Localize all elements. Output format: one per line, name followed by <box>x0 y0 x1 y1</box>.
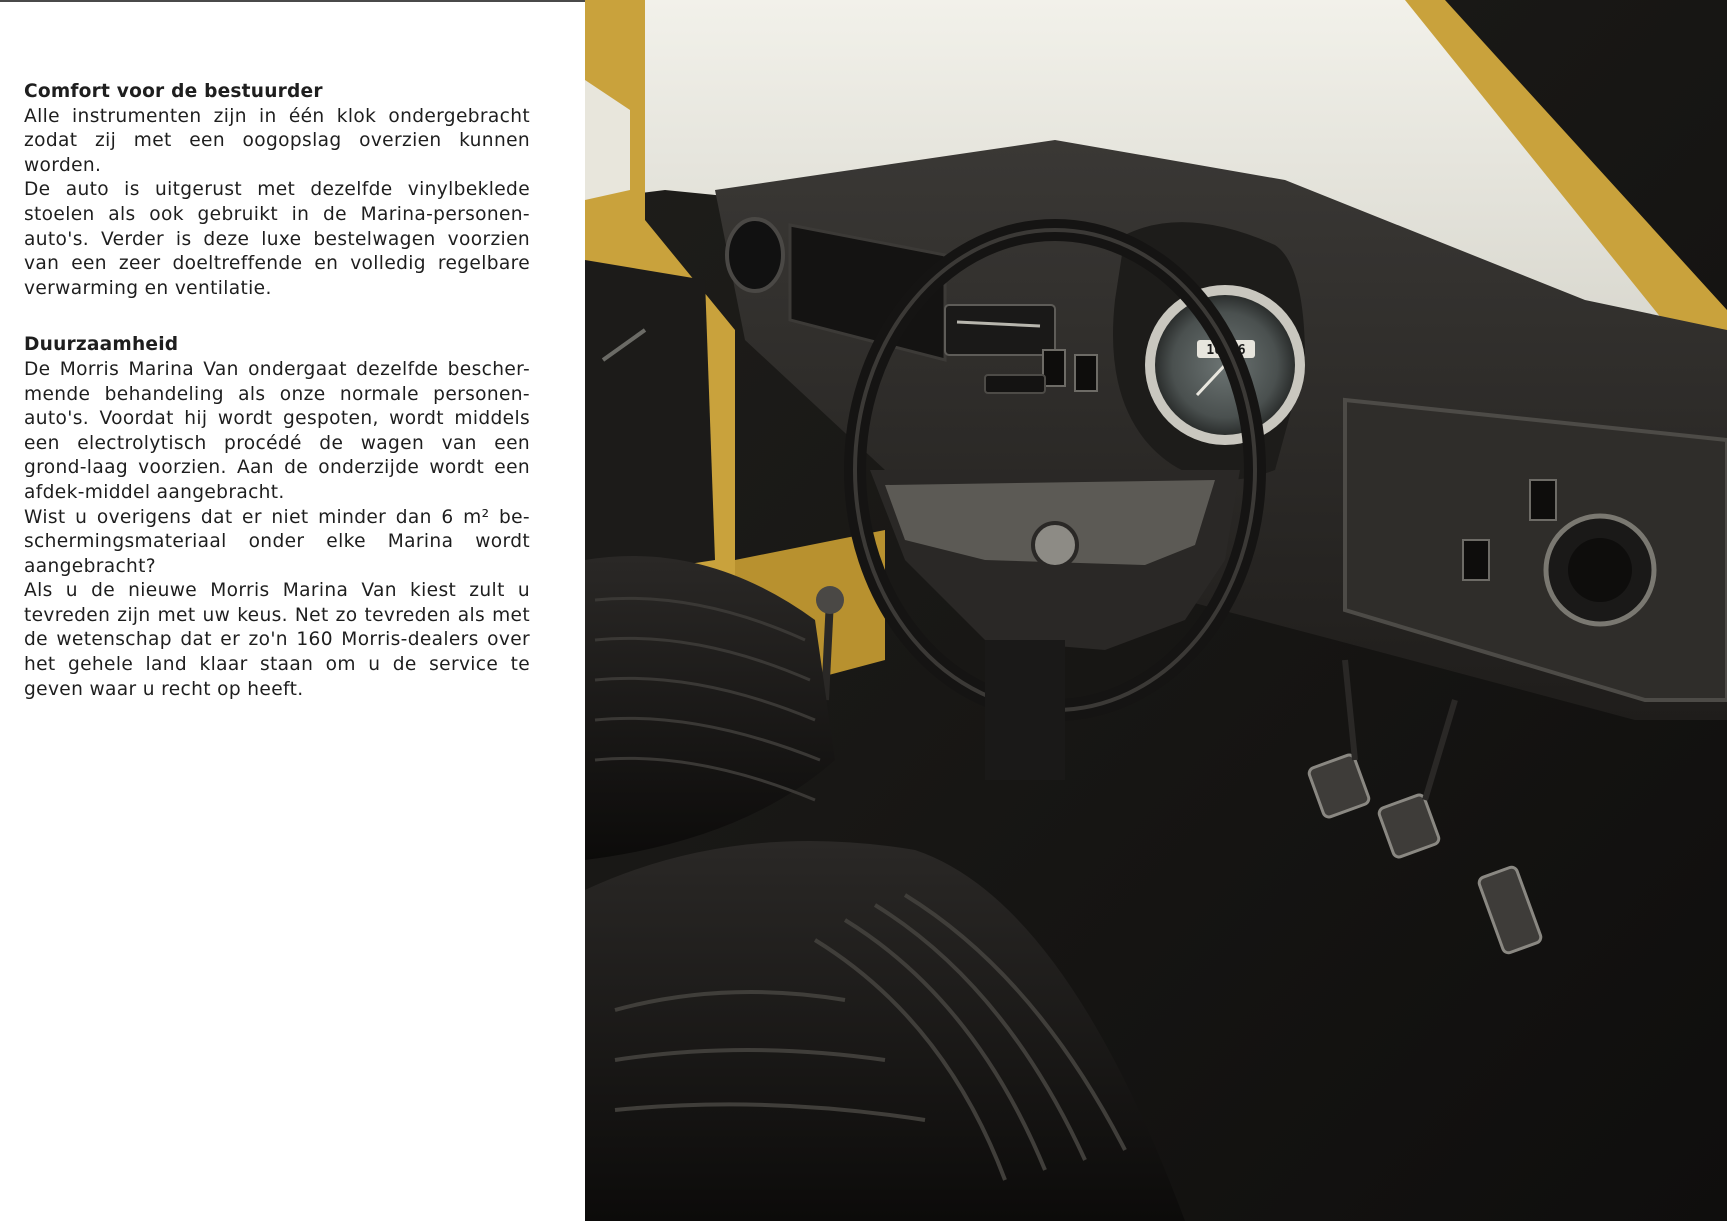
paragraph: De Morris Marina Van ondergaat dezelfde bescher-mende behandeling als onze normale personen-auto's. Voordat hij wordt gespoten, wordt middels een electrolytisch procédé de wagen van een grond-laag voorzien. Aan de onderzijde wordt een afdek-middel aangebracht. <box>24 358 530 503</box>
door-trim <box>585 260 715 580</box>
dash-switch <box>1530 480 1556 520</box>
horn-badge <box>1033 523 1077 567</box>
gear-lever <box>825 600 830 700</box>
left-air-vent <box>727 219 783 291</box>
paragraph: De auto is uitgerust met dezelfde vinylbeklede stoelen als ook gebruikt in de Marina-personen-auto's. Verder is deze luxe bestelwagen voorzien van een zeer doeltreffende en volledig regelbare verwarming en ventilatie. <box>24 179 530 299</box>
interior-photo <box>585 0 1727 1221</box>
top-rule <box>0 0 590 2</box>
paragraph: Alle instrumenten zijn in één klok ondergebracht zodat zij met een oogopslag overzien kunnen worden. <box>24 105 530 176</box>
text-column <box>24 80 530 734</box>
vent-centre <box>1568 538 1632 602</box>
heater-controls <box>945 305 1055 355</box>
odometer-digits: 16806 <box>1206 343 1246 358</box>
radio-slot <box>985 375 1045 393</box>
paragraph: Als u de nieuwe Morris Marina Van kiest zult u tevreden zijn met uw keus. Net zo tevreden als met de wetenschap dat er zo'n 160 Morris-dealers over het gehele land klaar staan om u de service te geven waar u recht op heeft. <box>24 580 530 700</box>
steering-column <box>985 640 1065 780</box>
paragraph: Wist u overigens dat er niet minder dan 6 m² be-schermingsmateriaal onder elke Marina wordt aangebracht? <box>24 506 530 577</box>
gear-knob <box>816 586 844 614</box>
section-durability <box>24 333 530 702</box>
dash-switch <box>1463 540 1489 580</box>
rocker-switch <box>1043 350 1065 386</box>
heading-durability: Duurzaamheid <box>24 334 179 356</box>
heading-comfort: Comfort voor de bestuurder <box>24 81 323 102</box>
rocker-switch <box>1075 355 1097 391</box>
section-comfort <box>24 80 530 301</box>
